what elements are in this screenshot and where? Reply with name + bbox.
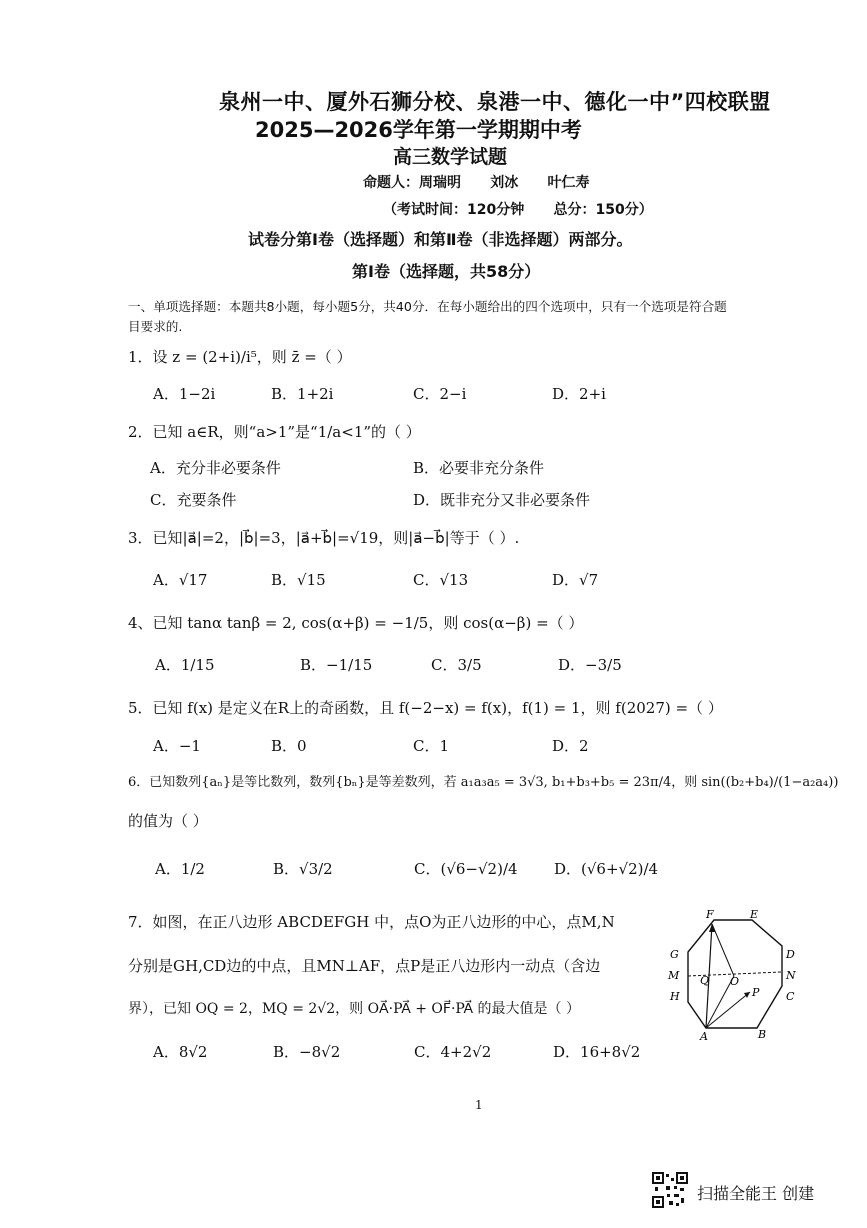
- label-b: B: [758, 1028, 767, 1041]
- qr-code-icon: [652, 1172, 688, 1208]
- question-7-option-d: D．16+8√2: [553, 1043, 641, 1061]
- question-1-option-b: B．1+2i: [271, 385, 334, 403]
- label-f: F: [706, 908, 714, 921]
- segment-ap: [706, 992, 750, 1028]
- label-e: E: [750, 908, 759, 921]
- label-g: G: [670, 948, 679, 961]
- question-2-option-c: C．充要条件: [150, 491, 237, 509]
- question-1-stem: 1．设 z = (2+i)/i⁵，则 z̄ =（ ）: [128, 348, 352, 366]
- octagon-figure: [662, 906, 812, 1042]
- question-7-option-a: A．8√2: [153, 1043, 208, 1061]
- label-o: O: [730, 975, 740, 988]
- question-1-option-a: A．1−2i: [153, 385, 216, 403]
- label-h: H: [670, 990, 680, 1003]
- question-4-option-d: D．−3/5: [558, 656, 622, 674]
- question-3-option-d: D．√7: [552, 571, 599, 589]
- exam-structure: 试卷分第Ⅰ卷（选择题）和第Ⅱ卷（非选择题）两部分。: [248, 230, 633, 249]
- question-6-stem-2: 的值为（ ）: [128, 812, 208, 830]
- question-5-stem: 5．已知 f(x) 是定义在R上的奇函数，且 f(−2−x) = f(x)，f(1) = 1，则 f(2027) =（ ）: [128, 699, 723, 717]
- question-7-stem: 7．如图，在正八边形 ABCDEFGH 中，点O为正八边形的中心，点M,N: [128, 913, 615, 931]
- question-3-option-b: B．√15: [271, 571, 326, 589]
- question-4-stem: 4、已知 tanα tanβ = 2, cos(α+β) = −1/5，则 cos(α−β) =（ ）: [128, 614, 584, 632]
- segment-fo: [712, 924, 734, 976]
- question-4-option-b: B．−1/15: [300, 656, 373, 674]
- label-n: N: [786, 969, 796, 982]
- label-c: C: [786, 990, 795, 1003]
- question-7-stem-3: 界），已知 OQ = 2，MQ = 2√2，则 OA⃗·PA⃗ + OF⃗·PA⃗ 的最大值是（ ）: [128, 1001, 581, 1017]
- question-2-option-a: A．充分非必要条件: [150, 459, 281, 477]
- question-5-option-a: A．−1: [153, 737, 201, 755]
- question-2-option-b: B．必要非充分条件: [413, 459, 545, 477]
- question-4-option-c: C．3/5: [431, 656, 482, 674]
- question-7-stem-2: 分别是GH,CD边的中点，且MN⊥AF，点P是正八边形内一动点（含边: [128, 957, 601, 975]
- question-5-option-b: B．0: [271, 737, 307, 755]
- page-number: 1: [475, 1098, 483, 1112]
- label-d: D: [786, 948, 795, 961]
- part1-heading: 第Ⅰ卷（选择题，共58分）: [352, 262, 541, 281]
- question-1-option-c: C．2−i: [413, 385, 467, 403]
- section1-line2: 目要求的.: [128, 319, 183, 334]
- label-m: M: [668, 969, 680, 982]
- question-3-option-c: C．√13: [413, 571, 469, 589]
- title-line-2: 2025—2026学年第一学期期中考: [255, 118, 582, 142]
- question-6-option-d: D．(√6+√2)/4: [554, 860, 659, 878]
- title-line-1: 泉州一中、厦外石狮分校、泉港一中、德化一中”四校联盟: [219, 90, 771, 114]
- question-3-stem: 3．已知|a⃗|=2，|b⃗|=3，|a⃗+b⃗|=√19，则|a⃗−b⃗|等于（ ）.: [128, 529, 520, 547]
- question-6-option-a: A．1/2: [155, 860, 205, 878]
- question-3-option-a: A．√17: [153, 571, 208, 589]
- question-1-option-d: D．2+i: [552, 385, 606, 403]
- question-2-option-d: D．既非充分又非必要条件: [413, 491, 591, 509]
- section1-line1: 一、单项选择题：本题共8小题，每小题5分，共40分．在每小题给出的四个选项中，只有一个选项是符合题: [128, 299, 727, 314]
- question-6-option-c: C．(√6−√2)/4: [414, 860, 518, 878]
- exam-info: （考试时间：120分钟 总分：150分）: [383, 202, 653, 218]
- label-p: P: [752, 986, 760, 999]
- title-line-3: 高三数学试题: [393, 146, 508, 168]
- arrow-head-p: [744, 992, 750, 998]
- question-6-option-b: B．√3/2: [273, 860, 333, 878]
- authors: 命题人：周瑞明 刘冰 叶仁寿: [363, 175, 590, 191]
- question-7-option-c: C．4+2√2: [414, 1043, 492, 1061]
- scanner-watermark: 扫描全能王 创建: [697, 1184, 815, 1203]
- question-7-option-b: B．−8√2: [273, 1043, 341, 1061]
- label-a: A: [700, 1030, 708, 1042]
- question-6-stem: 6．已知数列{aₙ}是等比数列，数列{bₙ}是等差数列，若 a₁a₃a₅ = 3√3, b₁+b₃+b₅ = 23π/4，则 sin((b₂+b₄)/(1−a₂a₄)): [128, 775, 839, 790]
- label-q: Q: [700, 974, 710, 987]
- question-5-option-d: D．2: [552, 737, 589, 755]
- question-2-stem: 2．已知 a∈R，则“a>1”是“1/a<1”的（ ）: [128, 423, 421, 441]
- question-5-option-c: C．1: [413, 737, 450, 755]
- question-4-option-a: A．1/15: [155, 656, 215, 674]
